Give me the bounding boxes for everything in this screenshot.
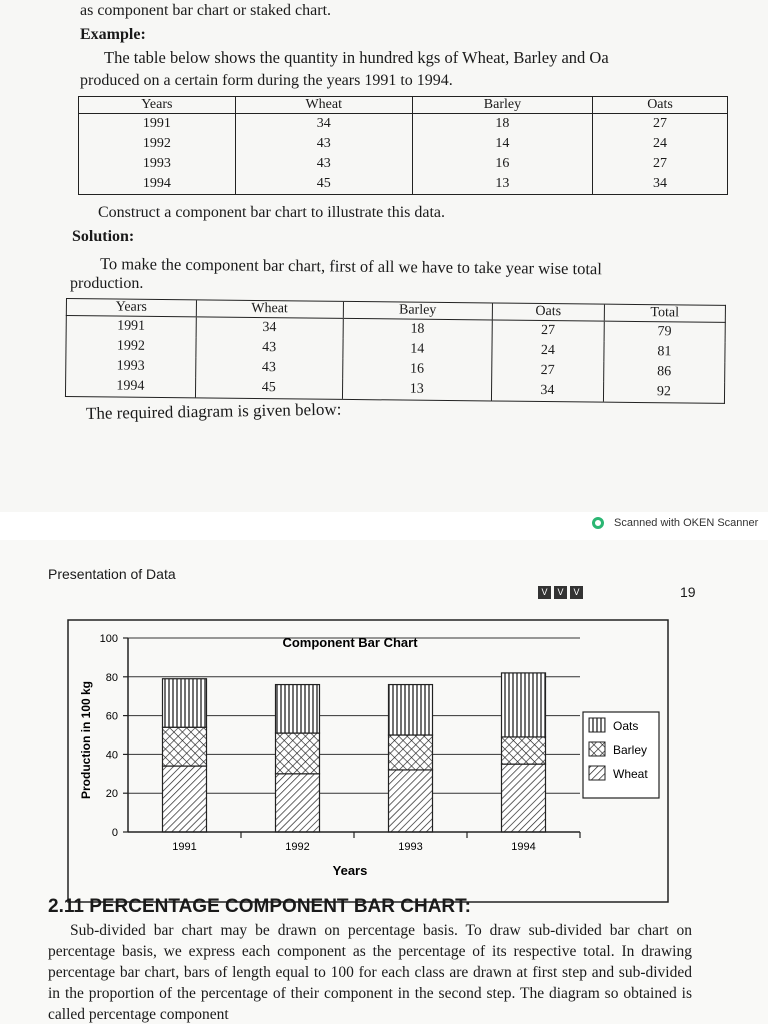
table-cell: 43 xyxy=(235,154,412,174)
example-label: Example: xyxy=(80,26,146,43)
table-cell: 27 xyxy=(593,154,728,174)
table-cell: 43 xyxy=(196,337,343,359)
bar-segment-barley xyxy=(389,735,433,770)
column-header: Barley xyxy=(412,97,592,114)
diagram-line: The required diagram is given below: xyxy=(85,399,342,423)
legend-swatch-oats xyxy=(589,718,605,732)
column-header: Barley xyxy=(343,301,493,320)
legend-swatch-barley xyxy=(589,742,605,756)
table-cell: 14 xyxy=(342,339,492,361)
column-header: Wheat xyxy=(196,300,343,319)
table-cell: 1993 xyxy=(66,356,196,377)
data-table-2 xyxy=(65,298,726,404)
y-tick-label: 100 xyxy=(99,633,118,645)
table-cell: 16 xyxy=(412,154,592,174)
bar-segment-oats xyxy=(276,685,320,734)
table-cell: 92 xyxy=(603,382,724,404)
column-header: Wheat xyxy=(235,97,412,114)
bar-segment-oats xyxy=(502,673,546,737)
body-paragraph xyxy=(48,920,692,1024)
table-cell: 34 xyxy=(491,380,603,402)
paragraph-text: Sub-divided bar chart may be drawn on percentage basis. To draw sub-divided bar chart on percentage basis, we express each component as the percentage of its respective total. In drawing percentage bar chart, bars of length equal to 100 for each class are drawn at first step and sub-divided in the proportion of the percentage of their component in the second step. The diagram so obtained is called percentage component xyxy=(48,922,692,1023)
solution-line-1: To make the component bar chart, first of all we have to take year wise total xyxy=(99,254,602,279)
table-header-row xyxy=(79,97,728,114)
intro-line-1: The table below shows the quantity in hundred kgs of Wheat, Barley and Oa xyxy=(104,48,609,67)
legend-label: Oats xyxy=(613,719,639,733)
table-cell: 86 xyxy=(603,362,724,383)
scanner-text: Scanned with OKEN Scanner xyxy=(614,517,759,529)
table-cell: 18 xyxy=(343,318,493,340)
table-cell: 45 xyxy=(195,377,342,399)
legend-label: Wheat xyxy=(613,767,648,781)
y-tick-label: 60 xyxy=(105,710,118,723)
table-row xyxy=(79,134,728,154)
column-header: Years xyxy=(66,299,196,317)
bar-segment-wheat xyxy=(502,764,546,832)
table-cell: 1994 xyxy=(65,376,195,398)
bar-segment-oats xyxy=(163,679,207,728)
bar-segment-wheat xyxy=(163,766,207,832)
line-top: as component bar chart or staked chart. xyxy=(80,2,332,19)
legend-label: Barley xyxy=(613,743,648,757)
x-tick-label: 1993 xyxy=(398,841,423,853)
table-cell: 1992 xyxy=(79,134,236,154)
table-cell: 1993 xyxy=(79,154,236,174)
table-cell: 34 xyxy=(593,174,728,195)
page-number: 19 xyxy=(680,584,696,600)
construct-line: Construct a component bar chart to illustrate this data. xyxy=(98,204,446,221)
bar-segment-wheat xyxy=(276,774,320,832)
scanned-page-2 xyxy=(0,540,768,1024)
column-header: Oats xyxy=(492,303,604,321)
table-cell: 13 xyxy=(342,379,492,401)
y-axis-label: Production in 100 kg xyxy=(79,680,93,800)
bar-segment-oats xyxy=(389,685,433,735)
table-cell: 13 xyxy=(412,174,592,195)
table-cell: 43 xyxy=(235,134,412,154)
data-table-1 xyxy=(78,96,728,195)
table-cell: 18 xyxy=(412,114,592,135)
bar-segment-barley xyxy=(163,727,207,766)
table-cell: 34 xyxy=(196,317,343,339)
column-header: Oats xyxy=(593,97,728,114)
table-cell: 27 xyxy=(492,360,604,381)
x-tick-label: 1992 xyxy=(285,841,310,853)
table-cell: 81 xyxy=(604,342,725,363)
table-cell: 1991 xyxy=(79,114,236,135)
table-cell: 45 xyxy=(235,174,412,195)
y-tick-label: 0 xyxy=(111,827,118,839)
table-cell: 79 xyxy=(604,321,725,343)
chart-title: Component Bar Chart xyxy=(282,635,418,650)
table-row xyxy=(79,174,728,195)
legend-swatch-wheat xyxy=(589,766,605,780)
table-cell: 1991 xyxy=(66,316,196,338)
scanner-logo-icon xyxy=(592,517,604,529)
intro-line-2: produced on a certain form during the years 1991 to 1994. xyxy=(80,72,453,89)
solution-line-2: production. xyxy=(70,275,144,292)
table-cell: 24 xyxy=(593,134,728,154)
section-title: 2.11 PERCENTAGE COMPONENT BAR CHART: xyxy=(48,896,471,917)
y-tick-label: 40 xyxy=(105,749,118,762)
table-cell: 1992 xyxy=(66,336,196,357)
header-mark: V xyxy=(538,586,551,599)
header-mark: V xyxy=(554,586,567,599)
header-mark: V xyxy=(570,586,583,599)
page-header: Presentation of Data xyxy=(48,566,176,582)
y-tick-label: 80 xyxy=(105,671,118,684)
solution-label: Solution: xyxy=(72,228,135,245)
x-tick-label: 1991 xyxy=(172,841,197,853)
table-cell: 14 xyxy=(412,134,592,154)
table-cell: 27 xyxy=(492,320,604,342)
bar-segment-barley xyxy=(276,733,320,774)
column-header: Years xyxy=(79,97,236,114)
table-cell: 24 xyxy=(492,340,604,361)
x-tick-label: 1994 xyxy=(511,841,536,853)
bar-segment-barley xyxy=(502,737,546,764)
x-axis-label: Years xyxy=(332,863,368,878)
column-header: Total xyxy=(604,304,725,322)
table-cell: 34 xyxy=(235,114,412,135)
table-row xyxy=(79,154,728,174)
header-marks xyxy=(538,586,583,599)
table-cell: 1994 xyxy=(79,174,236,195)
y-tick-label: 20 xyxy=(105,788,118,801)
bar-segment-wheat xyxy=(389,770,433,832)
table-row xyxy=(79,114,728,135)
table-cell: 43 xyxy=(195,357,342,379)
table-cell: 16 xyxy=(342,359,492,381)
scanner-watermark xyxy=(592,517,758,529)
table-cell: 27 xyxy=(593,114,728,135)
